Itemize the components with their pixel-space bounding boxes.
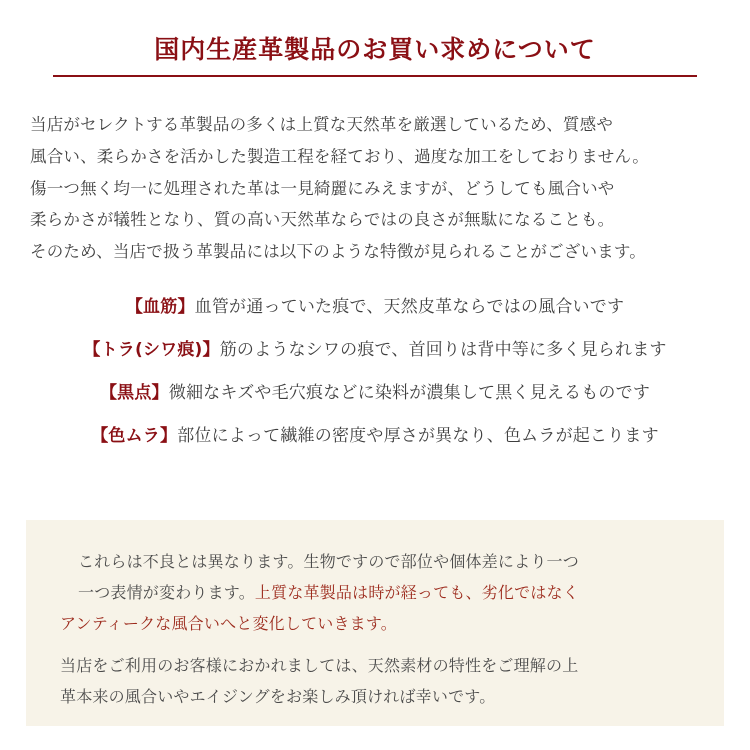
feature-tag: 【色ムラ】 [91, 426, 178, 447]
intro-paragraph [26, 109, 724, 267]
feature-tag: 【血筋】 [125, 296, 195, 317]
intro-line: そのため、当店で扱う革製品には以下のような特徴が見られることがございます。 [30, 241, 646, 261]
feature-tag: 【トラ(シワ痕)】 [83, 339, 220, 360]
intro-line: 風合い、柔らかさを活かした製造工程を経ており、過度な加工をしておりません。 [30, 146, 649, 166]
note-spacer [60, 640, 694, 650]
note-box [26, 520, 724, 726]
feature-text: 筋のようなシワの痕で、首回りは背中等に多く見られます [219, 339, 667, 360]
note-accent-text: 劣化ではなく [481, 583, 579, 603]
title-block [26, 34, 724, 87]
intro-line: 傷一つ無く均一に処理された革は一見綺麗にみえますが、どうしても風合いや [30, 178, 615, 198]
note-accent-text: 上質な革製品は時が経っても、 [254, 583, 482, 603]
feature-text: 部位によって繊維の密度や厚さが異なり、色ムラが起こります [177, 426, 659, 447]
feature-text: 微細なキズや毛穴痕などに染料が濃集して黒く見えるものです [168, 382, 651, 403]
note-line: 当店をご利用のお客様におかれましては、天然素材の特性をご理解の上 [60, 655, 579, 675]
note-text: 一つ表情が変わります。 [78, 583, 255, 603]
list-item [26, 423, 724, 450]
feature-tag: 【黒点】 [99, 382, 169, 403]
note-line [60, 577, 694, 608]
note-line: アンティークな風合いへと変化していきます。 [60, 614, 398, 634]
list-item [26, 380, 724, 407]
list-item [26, 294, 724, 321]
note-line: これらは不良とは異なります。生物ですので部位や個体差により一つ [78, 552, 579, 571]
title-underline [53, 75, 697, 77]
feature-list [26, 294, 724, 451]
feature-text: 血管が通っていた痕で、天然皮革ならではの風合いです [194, 296, 625, 317]
note-line: 革本来の風合いやエイジングをお楽しみ頂ければ幸いです。 [60, 686, 496, 706]
list-item [26, 337, 724, 364]
intro-line: 当店がセレクトする革製品の多くは上質な天然革を厳選しているため、質感や [30, 115, 614, 135]
intro-line: 柔らかさが犠牲となり、質の高い天然革ならではの良さが無駄になることも。 [30, 210, 615, 230]
page-title: 国内生産革製品のお買い求めについて [154, 35, 596, 64]
